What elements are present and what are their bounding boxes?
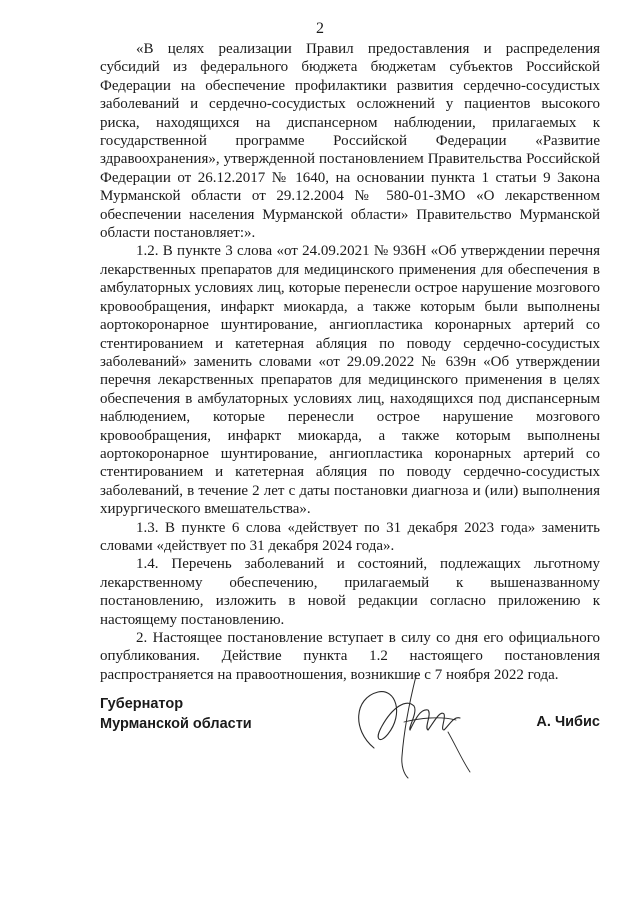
paragraph-preamble: «В целях реализации Правил предоставления и распределения субсидий из федерального бюджета бюджетам субъектов Российской Федерации на обеспечение профилактики развития сердечно-сосудистых заболеваний и сердечно-сосудистых осложнений у пациентов высокого риска, находящихся на диспансерном наблюдении, прилагаемых к государственной программе Российской Федерации «Развитие здравоохранения», утвержденной постановлением Правительства Российской Федерации от 26.12.2017 № 1640, на основании пункта 1 статьи 9 Закона Мурманской области от 29.12.2004 № 580-01-ЗМО «О лекарственном обеспечении населения Мурманской области» Правительство Мурманской области постановляет:». [100,41,600,242]
paragraph-1-4: 1.4. Перечень заболеваний и состояний, подлежащих льготному лекарственному обеспечению, прилагаемый к вышеназванному постановлению, изложить в новой редакции согласно приложению к настоящему постановлению. [100,556,600,628]
handwritten-signature [344,670,474,780]
signer-title [100,694,252,734]
paragraph-1-2: 1.2. В пункте 3 слова «от 24.09.2021 № 936Н «Об утверждении перечня лекарственных препаратов для медицинского применения для обеспечения в амбулаторных условиях лиц, которые перенесли острое нарушение мозгового кровообращения, инфаркт миокарда, а также которым были выполнены аортокоронарное шунтирование, ангиопластика коронарных артерий со стентированием и катетерная абляция по поводу сердечно-сосудистых заболеваний» заменить словами «от 29.09.2022 № 639н «Об утверждении перечня лекарственных препаратов для медицинского применения в целях обеспечения в амбулаторных условиях лиц, находящихся под диспансерным наблюдением, которые перенесли острое нарушение мозгового кровообращения, инфаркт миокарда, а также которым выполнены аортокоронарное шунтирование, ангиопластика коронарных артерий со стентированием и катетерная абляция по поводу сердечно-сосудистых заболеваний, в течение 2 лет с даты постановки диагноза и (или) выполнения хирургического вмешательства». [100,243,600,518]
signature-block [100,690,600,800]
paragraph-2: 2. Настоящее постановление вступает в силу со дня его официального опубликования. Действие пункта 1.2 настоящего постановления распространяется на правоотношения, возникшие с 7 ноября 2022 года. [100,630,600,683]
paragraph-1-3: 1.3. В пункте 6 слова «действует по 31 декабря 2023 года» заменить словами «действует по 31 декабря 2024 года». [100,519,600,554]
signer-name: А. Чибис [536,714,600,730]
page-number: 2 [316,20,324,37]
document-body [100,40,600,684]
signer-title-line-2: Мурманской области [100,716,252,732]
signer-title-line-1: Губернатор [100,696,184,712]
